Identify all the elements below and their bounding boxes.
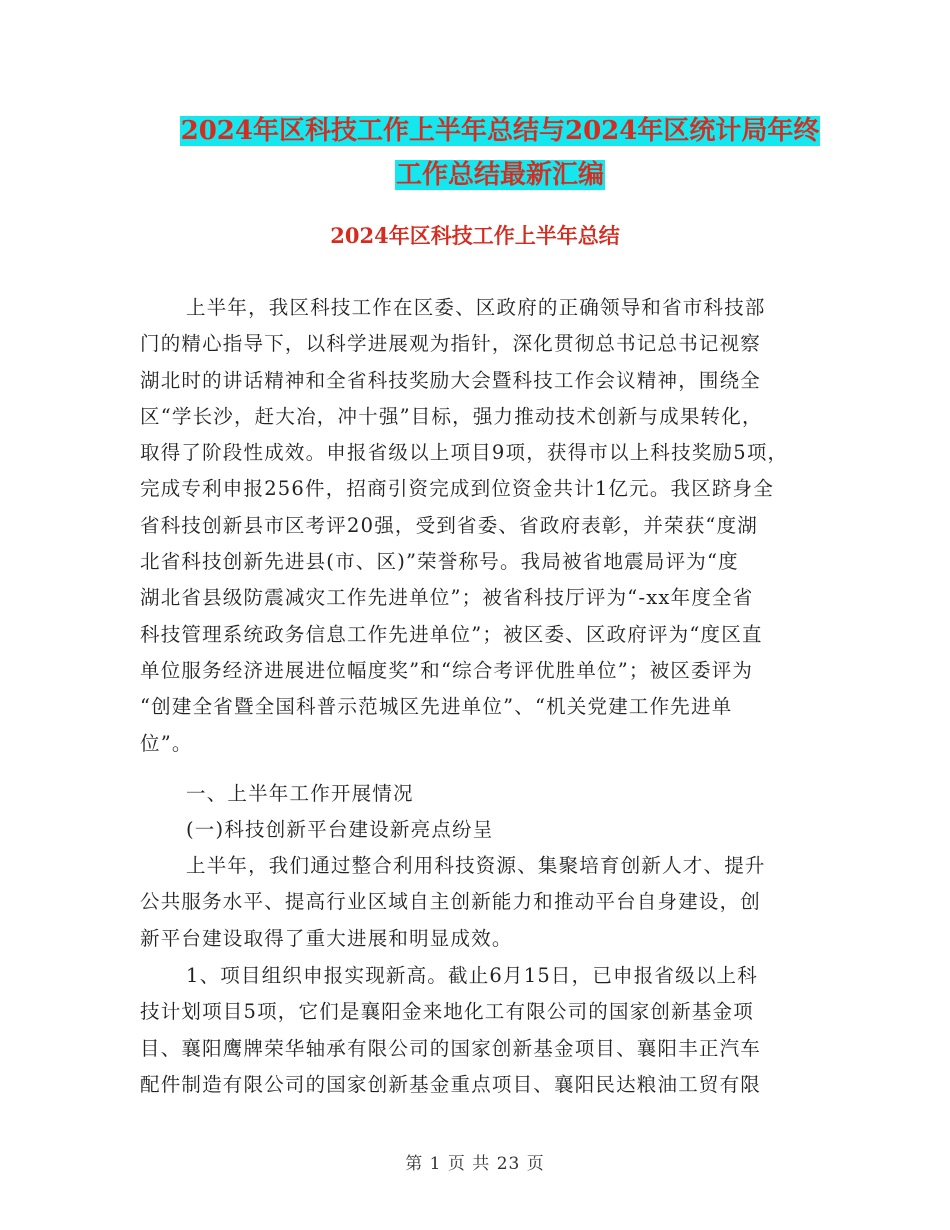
document-title-line-1-text: 2024年区科技工作上半年总结与2024年区统计局年终 [180,116,820,146]
paragraph-line: 位”。 [140,731,193,755]
heading-level-2 [140,812,830,848]
paragraph-line: 科技管理系统政务信息工作先进单位”；被区委、区政府评为“度区直 [140,622,763,646]
paragraph-line: 技计划项目5项，它们是襄阳金来地化工有限公司的国家创新基金项 [140,1000,754,1024]
document-title-line-1 [100,112,900,150]
paragraph-line: 上半年，我们通过整合利用科技资源、集聚培育创新人才、提升 [186,854,766,877]
document-title-line-2-text: 工作总结最新汇编 [395,160,604,190]
paragraph-line: 公共服务水平、提高行业区域自主创新能力和推动平台自身建设，创 [140,890,762,914]
paragraph-line: 目、襄阳鹰牌荣华轴承有限公司的国家创新基金项目、襄阳丰正汽车 [140,1036,762,1060]
paragraph-line: 门的精心指导下，以科学进展观为指针，深化贯彻总书记总书记视察 [140,332,762,356]
paragraph-line: 北省科技创新先进县(市、区)”荣誉称号。我局被省地震局评为“度 [140,550,739,574]
page-footer: 第 1 页 共 23 页 [405,1154,545,1174]
document-title-line-2 [100,156,900,194]
paragraph-line: “创建全省暨全国科普示范城区先进单位”、“机关党建工作先进单 [140,695,733,719]
paragraph-line: 上半年，我区科技工作在区委、区政府的正确领导和省市科技部 [186,296,766,319]
paragraph-line: 湖北时的讲话精神和全省科技奖励大会暨科技工作会议精神，围绕全 [140,368,762,392]
paragraph-line: 区“学长沙，赶大冶，冲十强”目标，强力推动技术创新与成果转化， [140,404,763,428]
paragraph-line: 配件制造有限公司的国家创新基金重点项目、襄阳民达粮油工贸有限 [140,1072,762,1096]
heading-level-1 [140,776,830,812]
paragraph-line: 省科技创新县市区考评20强，受到省委、省政府表彰，并荣获“度湖 [140,513,758,537]
paragraph-line: 1、项目组织申报实现新高。截止6月15日，已申报省级以上科 [186,964,758,987]
heading-text: 一、上半年工作开展情况 [186,782,414,805]
paragraph-line: 湖北省县级防震减灾工作先进单位”；被省科技厅评为“-xx年度全省 [140,586,754,610]
paragraph-line: 取得了阶段性成效。申报省级以上项目9项，获得市以上科技奖励5项， [140,441,789,465]
paragraph-platform [140,848,830,957]
paragraph-line: 完成专利申报256件，招商引资完成到位资金共计1亿元。我区跻身全 [140,477,775,501]
paragraph-intro [140,290,830,762]
paragraph-line: 单位服务经济进展进位幅度奖”和“综合考评优胜单位”；被区委评为 [140,658,754,682]
section-title: 2024年区科技工作上半年总结 [330,223,620,248]
heading-text: (一)科技创新平台建设新亮点纷呈 [186,818,494,841]
paragraph-line: 新平台建设取得了重大进展和明显成效。 [140,926,513,950]
paragraph-projects [140,958,830,1103]
